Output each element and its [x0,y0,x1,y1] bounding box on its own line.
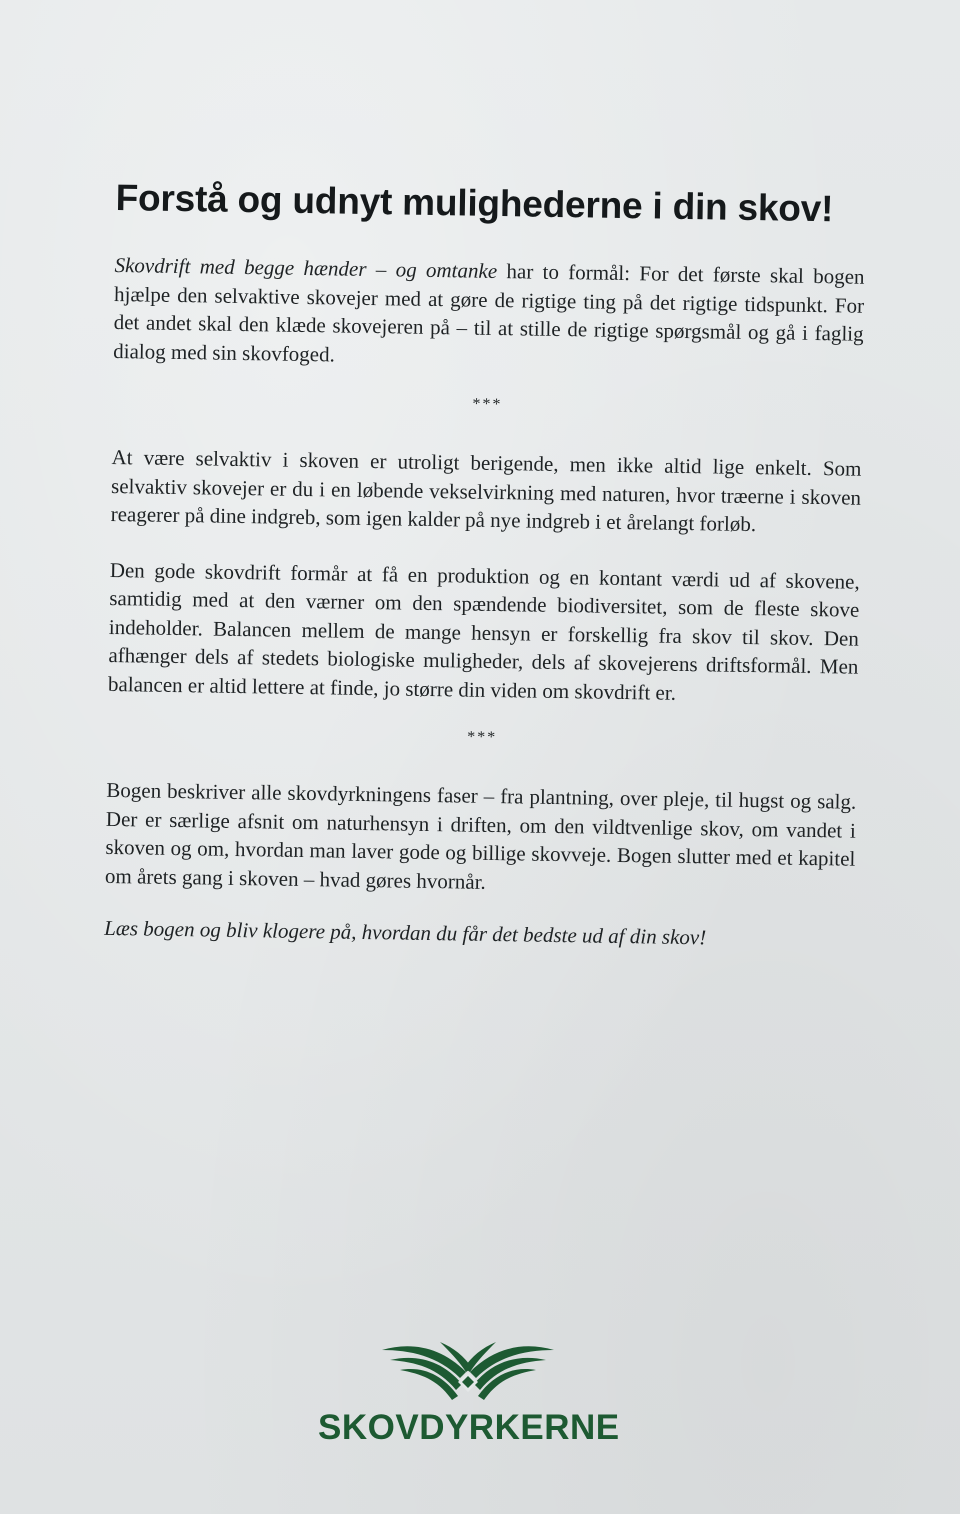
intro-text: har to formål: For det første skal bogen hjælpe den selvaktive skovejer med at gøre de rigtige ting på det rigtige tidspunkt. For det andet skal den klæde skovejeren på – til at stille de rigtige spørgsmål og gå i faglig dialog med sin skovfoged. [113,259,865,366]
page-title: Forstå og udnyt mulighederne i din skov! [115,176,834,230]
intro-paragraph [113,251,865,377]
cover-text [104,176,866,954]
publisher-name: SKOVDYRKERNE [318,1408,620,1447]
paragraph-bogen: Bogen beskriver alle skovdyrkningens faser – fra plantning, over pleje, til hugst og salg. Der er særlige afsnit om naturhensyn i driften, om den vildtvenlige skov, om vandet i skoven og om, hvordan man laver gode og billige skovveje. Bogen slutter med et kapitel om årets gang i skoven – hvad gøres hvornår. [104,777,857,894]
paragraph-skovdrift: Den gode skovdrift formår at få en produktion og en kontant værdi ud af skovene, samtidig med at den værner om den spændende biodiversitet, som de fleste skove indeholder. Balancen mellem de mange hensyn er forskellig fra skov til skov. Den afhænger dels af stedets biologiske muligheder, dels af skovejerens driftsformål. Men balancen er altid lettere at finde, jo større din viden om skovdrift er. [107,557,860,705]
section-separator-2: *** [467,728,498,747]
intro-italic-lead: Skovdrift med begge hænder – og omtanke [114,252,498,283]
section-separator: *** [472,395,503,414]
publisher-logo [318,1338,618,1448]
closing-line: Læs bogen og bliv klogere på, hvordan du får det bedste ud af din skov! [103,915,707,950]
woven-tree-crown-icon [380,1338,556,1404]
paragraph-selvaktiv: At være selvaktiv i skoven er utroligt berigende, men ikke altid lige enkelt. Som selvaktiv skovejer er du i en løbende vekselvirkning med naturen, hvor træerne i skoven reagerer på dine indgreb, som igen kalder på nye indgreb i et årelangt forløb. [110,444,862,537]
